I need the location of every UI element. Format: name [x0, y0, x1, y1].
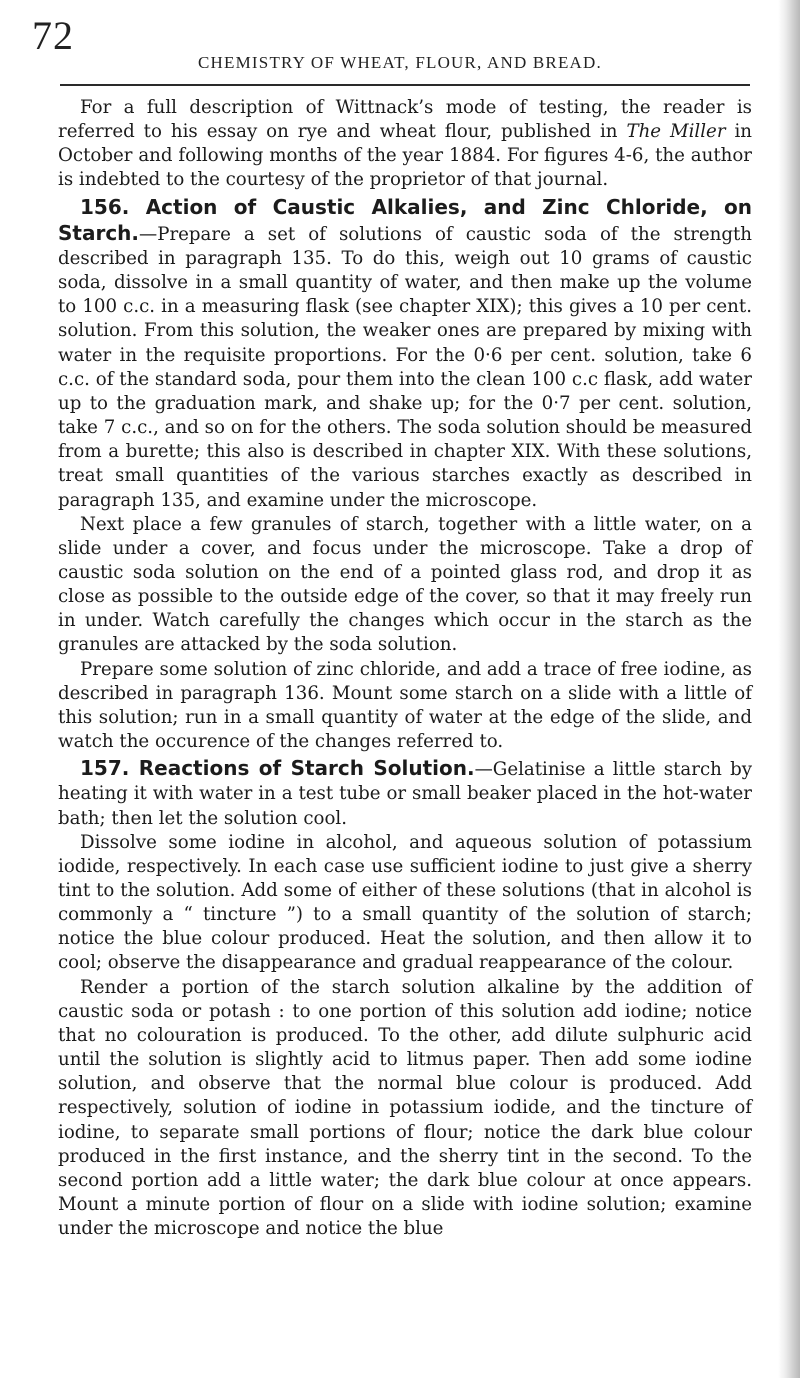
section-157-text: —Gelatinise a little starch by heating it with water in a test tube or small beaker placed in the hot-water bath; then let the solution cool. [58, 759, 752, 829]
paragraph-iodine-solution: Dissolve some iodine in alcohol, and aqueous solution of potassium iodide, respectively. In each case use sufficient iodine to just give a sherry tint to the solution. Add some of either of these solutions (that in alcohol is commonly a “ tincture ”) to a small quantity of the solution of starch; notice the blue colour produced. Heat the solution, and then allow it to cool; observe the disappearance and gradual reappearance of the colour. [58, 831, 752, 974]
section-156-text: —Prepare a set of solutions of caustic soda of the strength described in paragraph 135. To do this, weigh out 10 grams of caustic soda, dissolve in a small quantity of water, and then make up the volume to 100 c.c. in a measuring flask (see chapter XIX); this gives a 10 per cent. solution. From this solution, the weaker ones are prepared by mixing with water in the requisite proportions. For the 0·6 per cent. solution, take 6 c.c. of the standard soda, pour them into the clean 100 c.c flask, add water up to the graduation mark, and shake up; for the 0·7 per cent. solution, take 7 c.c., and so on for the others. The soda solution should be measured from a burette; this also is described in chapter XIX. With these solutions, treat small quantities of the various starches exactly as described in paragraph 135, and examine under the microscope. [58, 223, 752, 511]
paragraph-alkaline-starch: Render a portion of the starch solution alkaline by the addition of caustic soda or potash : to one portion of this solution add iodine; notice that no colouration is produced. To the other, add dilute sulphuric acid until the solution is slightly acid to litmus paper. Then add some iodine solution, and observe that the normal blue colour is produced. Add respectively, solution of iodine in potassium iodide, and the tincture of iodine, to separate small portions of flour; notice the dark blue colour produced in the first instance, and the sherry tint in the second. To the second portion add a little water; the dark blue colour at once appears. Mount a minute portion of flour on a slide with iodine solution; examine under the microscope and notice the blue [58, 976, 752, 1240]
running-head: CHEMISTRY OF WHEAT, FLOUR, AND BREAD. [198, 53, 602, 72]
section-157 [58, 756, 752, 830]
section-157-heading: 157. Reactions of Starch Solution. [80, 756, 475, 781]
page-edge-shadow [778, 0, 800, 1378]
journal-title: The Miller [626, 121, 726, 143]
header-rule [60, 84, 750, 86]
paragraph-wittnack-text-a: For a full description of Wittnack’s mode of testing, the reader is referred to his essay on rye and wheat flour, published in [58, 97, 752, 143]
section-156-heading: 156. Action of Caustic Alkalies, and Zinc Chloride, on Starch. [58, 194, 752, 245]
section-156 [58, 195, 752, 513]
paragraph-caustic-soda-drop: Next place a few granules of starch, together with a little water, on a slide under a cover, and focus under the microscope. Take a drop of caustic soda solution on the end of a pointed glass rod, and drop it as close as possible to the outside edge of the cover, so that it may freely run in under. Watch carefully the changes which occur in the starch as the granules are attacked by the soda solution. [58, 513, 752, 656]
paragraph-wittnack-text-b: in October and following months of the year 1884. For figures 4-6, the author is indebted to the courtesy of the proprietor of that journal. [58, 121, 753, 191]
body-text [58, 96, 752, 1241]
page-number: 72 [32, 13, 74, 58]
paragraph-zinc-chloride: Prepare some solution of zinc chloride, and add a trace of free iodine, as described in paragraph 136. Mount some starch on a slide with a little of this solution; run in a small quantity of water at the edge of the slide, and watch the occurence of the changes referred to. [58, 658, 752, 753]
paragraph-wittnack [58, 96, 752, 193]
